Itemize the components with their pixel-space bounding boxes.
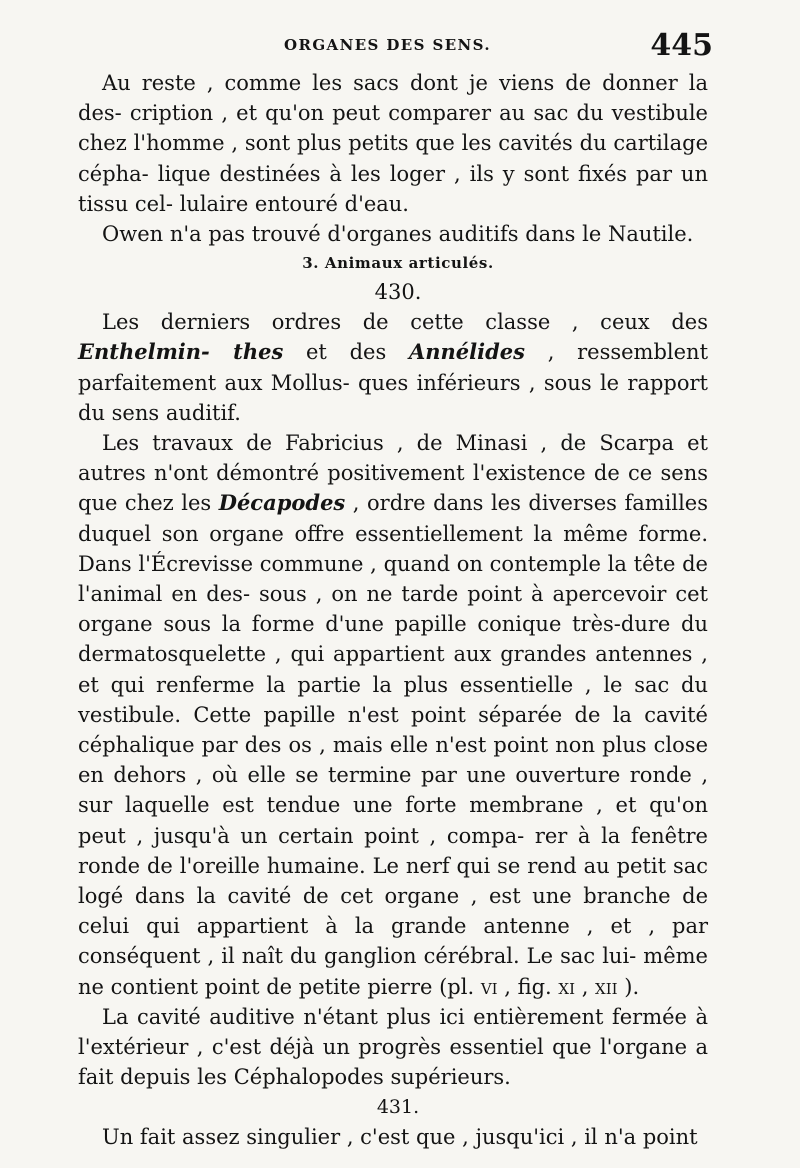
paragraph-6: Un fait assez singulier , c'est que , jusqu'ici , il n'a point: [102, 1124, 698, 1149]
paragraph-4: [78, 428, 708, 1002]
page-number: 445: [650, 28, 713, 63]
plate-ref: vi: [480, 974, 498, 999]
paragraph-4-text-c: , ordre dans les diverses familles duquel son organe offre essentiellement la même forme. Dans l'Écrevisse commune , quand on contemple la tête de l'animal en des- sous , on ne tarde point à apercevoir cet organe sous la forme d'une papille conique très-dure du dermatosquelette , qui appartient aux grandes antennes , et qui renferme la partie la plus essentielle , le sac du vestibule. Cette papille n'est point séparée de la cavité céphalique par des os , mais elle n'est point non plus close en dehors , où elle se termine par une ouverture ronde , sur laquelle est tendue une forte membrane , et qu'on peut , jusqu'à un certain point , compa- rer à la fenêtre ronde de l'oreille humaine. Le nerf qui se rend au petit sac logé dans la cavité de cet organe , est une branche de celui qui appartient à la grande antenne , et , par conséquent , il naît du ganglion cérébral. Le sac lui- même ne contient point de petite pierre (pl.: [78, 491, 708, 999]
figure-ref-2: xii: [595, 974, 618, 999]
paragraph-1: Au reste , comme les sacs dont je viens de donner la des- cription , et qu'on peut comparer au sac du vestibule chez l'homme , sont plus petits que les cavités du cartilage cépha- lique destinées à les loger , ils y sont fixés par un tissu cel- lulaire entouré d'eau.: [78, 71, 708, 216]
paragraph-5: La cavité auditive n'étant plus ici entièrement fermée à l'extérieur , c'est déjà un progrès essentiel que l'organe a fait depuis les Céphalopodes supérieurs.: [78, 1004, 708, 1090]
page-header: [78, 28, 713, 68]
paragraph-4-text-a: Les travaux de Fabricius , de Minasi , de Scarpa et autres n'ont démontré positivement l'existence de ce sens que chez les: [78, 431, 708, 516]
paragraph-3-text-a: Les derniers ordres de cette classe , ceux des: [102, 310, 708, 335]
paragraph-number-430: 430.: [374, 280, 422, 305]
term-decapodes: Décapodes: [218, 490, 346, 516]
term-enthelminthes: Enthelmin- thes: [78, 339, 284, 365]
paragraph-2: Owen n'a pas trouvé d'organes auditifs dans le Nautile.: [102, 222, 694, 247]
paragraph-3: [78, 307, 708, 428]
paragraph-3-text-c: et des: [283, 340, 409, 365]
body-text: [78, 68, 708, 1152]
paragraph-4-text-e: , fig.: [497, 974, 559, 999]
running-title: ORGANES DES SENS.: [284, 36, 491, 54]
figure-ref-1: xi: [558, 974, 576, 999]
paragraph-3-text-e: , ressemblent parfaitement aux Mollus- ques inférieurs , sous le rapport du sens auditif.: [78, 340, 709, 425]
paragraph-4-text-g: ,: [575, 974, 596, 999]
paragraph-4-text-i: ).: [617, 974, 640, 999]
paragraph-number-431: 431.: [376, 1095, 420, 1118]
section-heading: 3. Animaux articulés.: [302, 254, 494, 273]
term-annelides: Annélides: [408, 339, 525, 365]
